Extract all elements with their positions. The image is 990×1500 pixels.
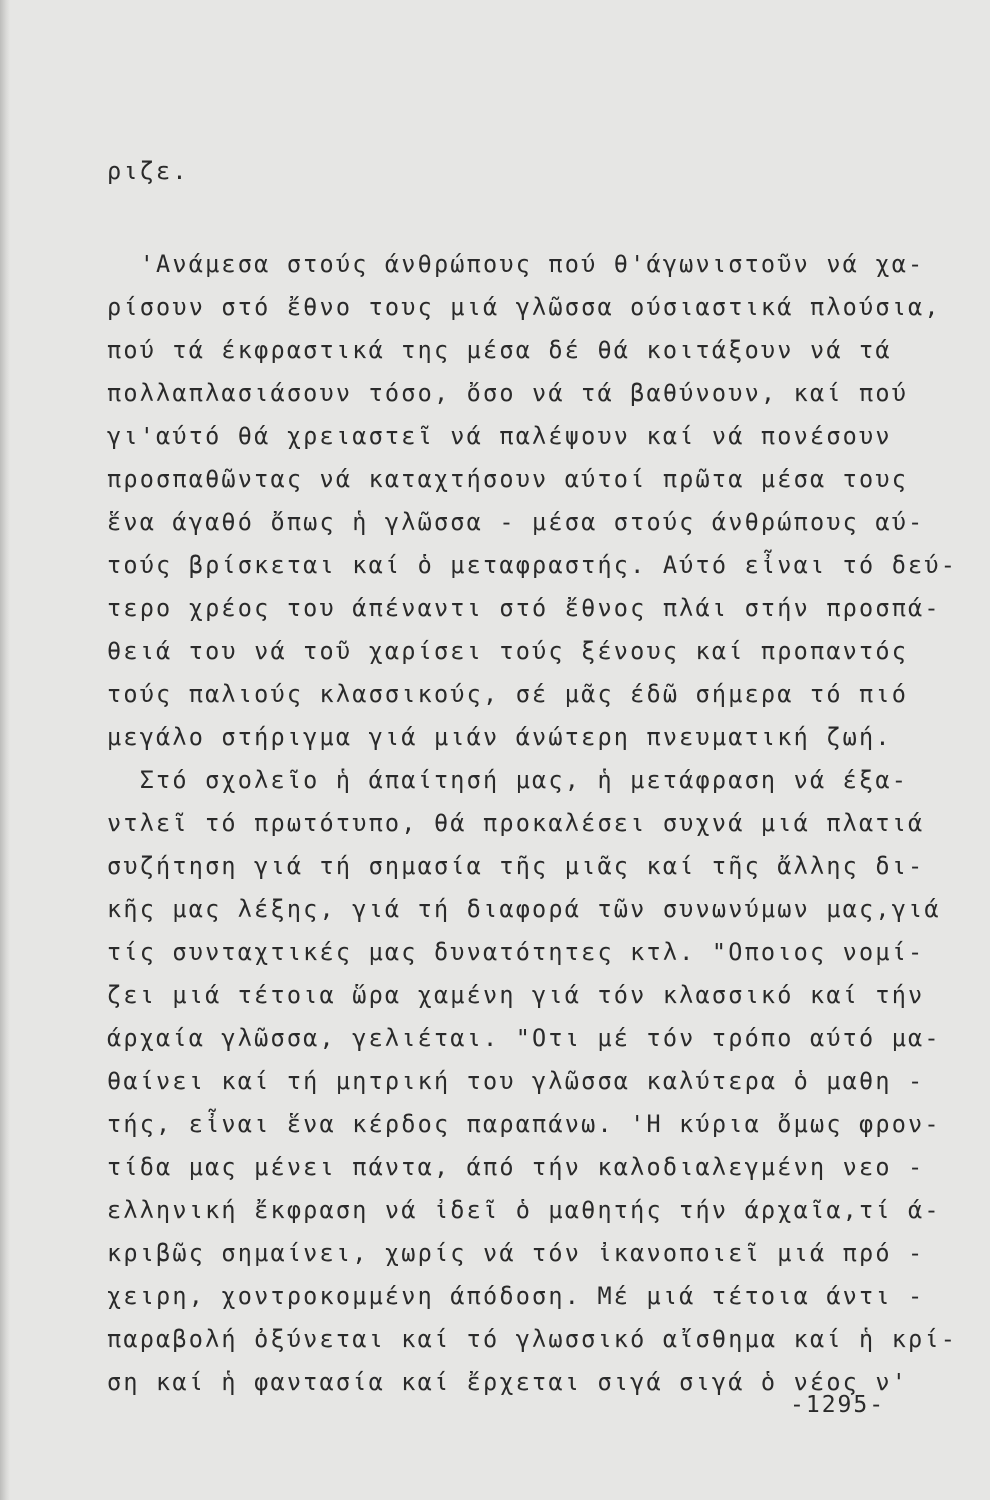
text-line: τίς συνταχτικές μας δυνατότητες κτλ. "Οποιος νομί-: [107, 938, 925, 966]
page-binding-edge: [0, 0, 10, 1500]
text-line: ελληνική ἔκφραση νά ἰδεῖ ὁ μαθητής τήν άρχαῖα,τί ά-: [107, 1196, 941, 1224]
text-line: ἕνα άγαθό ὄπως ἡ γλῶσσα - μέσα στούς άνθρώπους αύ-: [107, 508, 925, 536]
text-body: [107, 150, 958, 1404]
text-line: κῆς μας λέξης, γιά τή διαφορά τῶν συνωνύμων μας,γιά: [107, 895, 941, 923]
text-line: Στό σχολεῖο ἡ άπαίτησή μας, ἡ μετάφραση νά έξα-: [107, 766, 909, 794]
text-line: γι'αύτό θά χρειαστεῖ νά παλέψουν καί νά πονέσουν: [107, 422, 892, 450]
text-line: προσπαθῶντας νά καταχτήσουν αύτοί πρῶτα μέσα τους: [107, 465, 909, 493]
page-number: -1295-: [790, 1392, 886, 1418]
text-line: παραβολή ὀξύνεται καί τό γλωσσικό αἴσθημα καί ἡ κρί-: [107, 1325, 958, 1353]
text-line: ρίσουν στό ἔθνο τους μιά γλῶσσα ούσιαστικά πλούσια,: [107, 293, 941, 321]
text-line: τούς βρίσκεται καί ὁ μεταφραστής. Αύτό εἶναι τό δεύ-: [107, 551, 958, 579]
text-line: ντλεῖ τό πρωτότυπο, θά προκαλέσει συχνά μιά πλατιά: [107, 809, 925, 837]
text-line: θειά του νά τοῦ χαρίσει τούς ξένους καί προπαντός: [107, 637, 909, 665]
text-line: θαίνει καί τή μητρική του γλῶσσα καλύτερα ὁ μαθη -: [107, 1067, 925, 1095]
text-line: τής, εἶναι ἕνα κέρδος παραπάνω. 'Η κύρια ὄμως φρον-: [107, 1110, 941, 1138]
text-line: πολλαπλασιάσουν τόσο, ὄσο νά τά βαθύνουν, καί πού: [107, 379, 909, 407]
text-line: ριζε.: [107, 157, 189, 185]
text-line: τούς παλιούς κλασσικούς, σέ μᾶς έδῶ σήμερα τό πιό: [107, 680, 909, 708]
blank-line: [107, 193, 952, 243]
text-line: τερο χρέος του άπέναντι στό ἔθνος πλάι στήν προσπά-: [107, 594, 941, 622]
text-line: μεγάλο στήριγμα γιά μιάν άνώτερη πνευματική ζωή.: [107, 723, 892, 751]
text-line: άρχαία γλῶσσα, γελιέται. "Οτι μέ τόν τρόπο αύτό μα-: [107, 1024, 941, 1052]
text-line: κριβῶς σημαίνει, χωρίς νά τόν ἰκανοποιεῖ μιά πρό -: [107, 1239, 925, 1267]
text-line: 'Ανάμεσα στούς άνθρώπους πού θ'άγωνιστοῦν νά χα-: [107, 250, 925, 278]
text-line: χειρη, χοντροκομμένη άπόδοση. Μέ μιά τέτοια άντι -: [107, 1282, 925, 1310]
text-line: τίδα μας μένει πάντα, άπό τήν καλοδιαλεγμένη νεο -: [107, 1153, 925, 1181]
text-line: συζήτηση γιά τή σημασία τῆς μιᾶς καί τῆς ἄλλης δι-: [107, 852, 925, 880]
text-line: ση καί ἡ φαντασία καί ἔρχεται σιγά σιγά ὁ νέος ν': [107, 1368, 909, 1396]
text-line: ζει μιά τέτοια ὥρα χαμένη γιά τόν κλασσικό καί τήν: [107, 981, 925, 1009]
text-line: πού τά έκφραστικά της μέσα δέ θά κοιτάξουν νά τά: [107, 336, 892, 364]
